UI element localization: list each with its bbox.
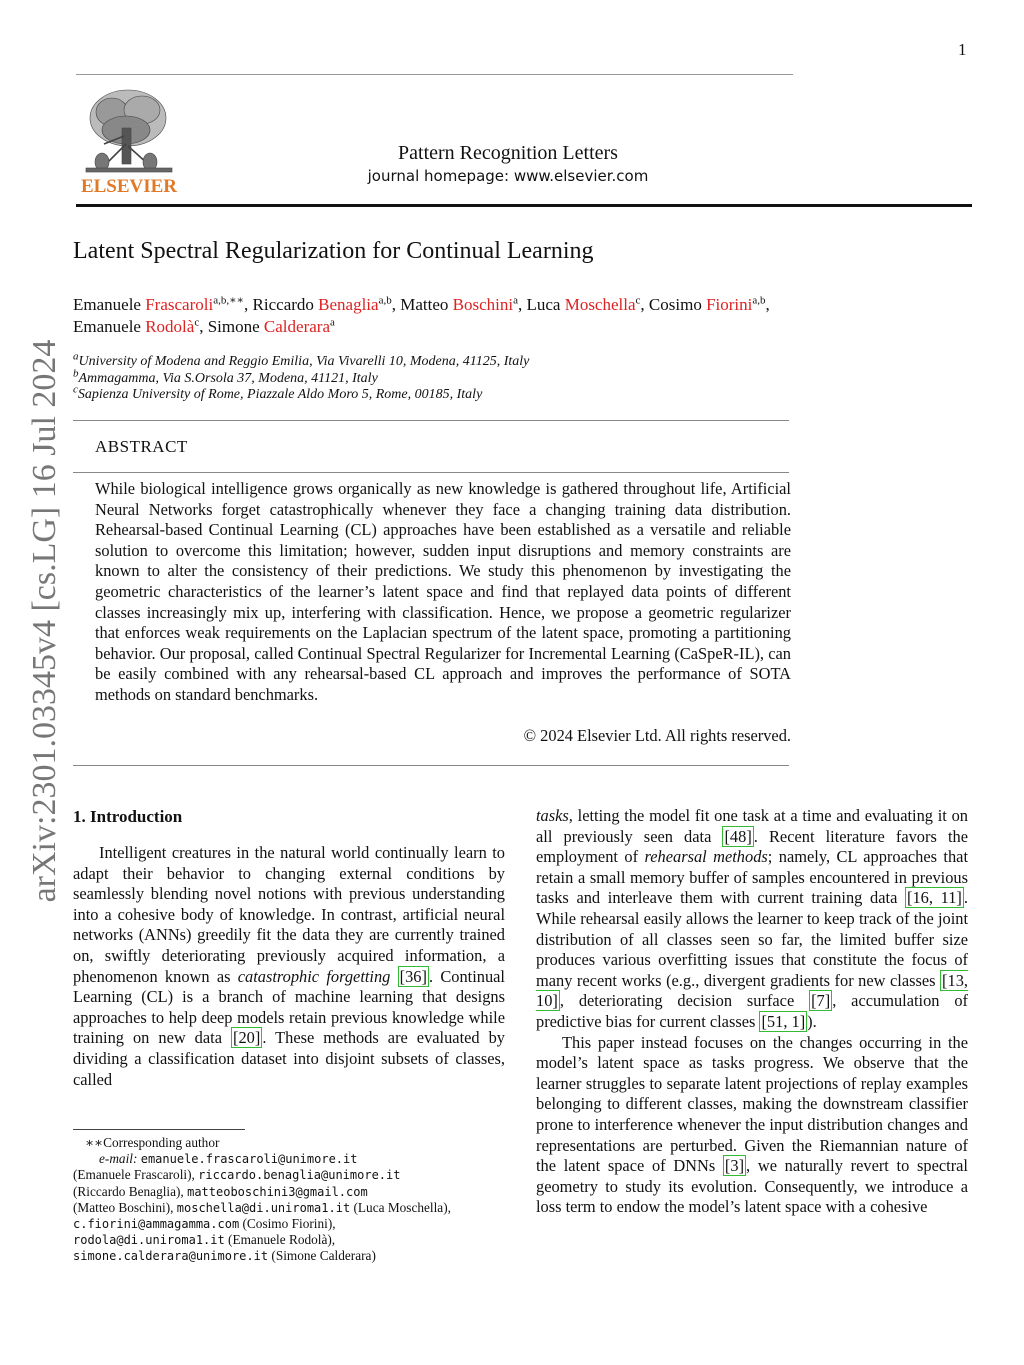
section-heading: 1. Introduction xyxy=(73,807,183,826)
email-link[interactable]: moschella@di.uniroma1.it xyxy=(176,1200,351,1215)
footnote-line: e-mail: emanuele.frascaroli@unimore.it xyxy=(99,1151,358,1167)
affiliation: $^c$Sapienza University of Rome, Piazzale Aldo Moro 5, Rome, 00185, Italy xyxy=(73,383,483,402)
footnote-line: (Riccardo Benaglia), matteoboschini3@gmail.com xyxy=(73,1183,368,1199)
author-list xyxy=(73,294,953,338)
author-surname-link[interactable]: Fiorini xyxy=(706,295,753,314)
author: Emanuele Frascaroli$^{a,b,∗∗}$, xyxy=(73,294,253,314)
affiliation: $^b$Ammagamma, Via S.Orsola 37, Modena, 41121, Italy xyxy=(73,366,378,386)
page-number: 1 xyxy=(958,40,967,59)
author: Riccardo Benaglia$^{a,b}$, xyxy=(252,294,401,314)
elsevier-tree-icon xyxy=(78,84,180,198)
paragraph: tasks, letting the model fit one task at a time and evaluating it on all previously seen data [48] . Recent literature favors the employment of rehearsal methods; namely, CL approaches that retain a small memory buffer of samples encountered in previous tasks and interleave them with current training data [16, 11] . While rehearsal easily allows the learner to keep track of the joint distribution of all classes seen so far, the limited buffer size produces various overfitting issues that constitute the focus of many recent works (e.g., divergent gradients for new classes [13, 10] , deteriorating decision surface [7] , accumulation of predictive bias for current classes [51, 1] ). xyxy=(536,806,968,1031)
footnote-line: (Emanuele Frascaroli), riccardo.benaglia@unimore.it xyxy=(73,1167,401,1183)
affiliations xyxy=(73,350,530,404)
citation-link[interactable]: [3] xyxy=(724,1156,745,1176)
citation-link[interactable]: [20] xyxy=(233,1028,261,1048)
footnote-line: c.fiorini@ammagamma.com (Cosimo Fiorini), xyxy=(73,1216,336,1232)
author: Matteo Boschini$^a$, xyxy=(400,294,527,314)
abstract-bottom-rule xyxy=(73,765,789,766)
author-surname-link[interactable]: Benaglia xyxy=(318,295,379,314)
author-surname-link[interactable]: Moschella xyxy=(564,295,636,314)
author: Luca Moschella$^c$, xyxy=(526,294,649,314)
header-top-rule xyxy=(76,74,793,75)
author-surname-link[interactable]: Rodolà xyxy=(145,317,195,336)
citation-link[interactable]: [48] xyxy=(724,826,752,846)
email-link[interactable]: c.fiorini@ammagamma.com xyxy=(73,1217,240,1232)
abstract-heading-rule xyxy=(73,472,789,473)
author-surname-link[interactable]: Boschini xyxy=(452,295,514,314)
email-link[interactable]: emanuele.frascaroli@unimore.it xyxy=(140,1152,358,1167)
author: Emanuele Rodolà$^c$, xyxy=(73,316,208,336)
footnote xyxy=(73,1135,513,1265)
copyright-notice: © 2024 Elsevier Ltd. All rights reserved. xyxy=(523,726,791,745)
paper-title: Latent Spectral Regularization for Continual Learning xyxy=(73,238,594,264)
email-link[interactable]: simone.calderara@unimore.it xyxy=(73,1249,269,1264)
elsevier-logo xyxy=(78,84,180,198)
abstract-top-rule xyxy=(73,420,789,421)
footnote-line: rodola@di.uniroma1.it (Emanuele Rodolà), xyxy=(73,1232,336,1248)
paragraph: Intelligent creatures in the natural world continually learn to adapt their behavior to changing external conditions by seamlessly blending novel notions with previous understanding into a cohesive body of knowledge. In contrast, artificial neural networks (ANNs) greedily fit the data they are currently trained on, swiftly deteriorating previously acquired information, a phenomenon known as catastrophic forgetting [36] . Continual Learning (CL) is a branch of machine learning that designs approaches to help deep models retain previous knowledge while training on new data [20] . These methods are evaluated by dividing a classification dataset into disjoint subsets of classes, called xyxy=(73,843,505,1089)
footnote-line: simone.calderara@unimore.it (Simone Calderara) xyxy=(73,1248,376,1264)
header-thick-rule xyxy=(76,204,972,207)
journal-homepage[interactable]: journal homepage: www.elsevier.com xyxy=(367,167,649,185)
author: Simone Calderara$^a$ xyxy=(207,316,335,336)
footnote-line: (Matteo Boschini), moschella@di.uniroma1.it (Luca Moschella), xyxy=(73,1199,451,1215)
citation-link[interactable]: [7] xyxy=(811,991,831,1011)
author-surname-link[interactable]: Calderara xyxy=(263,317,330,336)
email-link[interactable]: matteoboschini3@gmail.com xyxy=(187,1184,368,1199)
author-surname-link[interactable]: Frascaroli xyxy=(145,295,214,314)
author: Cosimo Fiorini$^{a,b}$, xyxy=(648,294,770,314)
citation-link[interactable]: [36] xyxy=(399,966,427,986)
abstract-text: While biological intelligence grows organically as new knowledge is gathered throughout life, Artificial Neural Networks forget catastrophically whenever they face a changing training data distribution. Rehearsal-based Continual Learning (CL) approaches have been established as a versatile and reliable solution to overcome this limitation; however, sudden input disruptions and memory constraints are known to alter the consistency of their predictions. We study this phenomenon by investigating the geometric characteristics of the learner’s latent space and find that replayed data points of different classes increasingly mix up, interfering with classification. Hence, we propose a geometric regularizer that enforces weak requirements on the Laplacian spectrum of the latent space, promoting a partitioning behavior. Our proposal, called Continual Spectral Regularizer for Incremental Learning (CaSpeR-IL), can be easily combined with any rehearsal-based CL approach and improves the performance of SOTA methods on standard benchmarks. xyxy=(95,479,791,704)
right-column xyxy=(536,806,968,1218)
journal-name: Pattern Recognition Letters xyxy=(398,142,618,164)
elsevier-wordmark: ELSEVIER xyxy=(80,176,178,197)
citation-link[interactable]: [13, 10] xyxy=(536,970,968,1011)
abstract-heading: ABSTRACT xyxy=(95,437,188,456)
email-link[interactable]: rodola@di.uniroma1.it xyxy=(73,1233,225,1248)
email-link[interactable]: riccardo.benaglia@unimore.it xyxy=(198,1168,401,1183)
left-column xyxy=(73,806,505,1090)
paragraph: This paper instead focuses on the changes occurring in the model’s latent space as tasks progress. We observe that the learner struggles to separate latent projections of replay examples belonging to different classes, making the downstream classifier prone to interference whenever the input distribution changes and representations are perturbed. Given the Riemannian nature of the latent space of DNNs [3] , we naturally revert to spectral geometry to study its evolution. Consequently, we introduce a loss term to endow the model’s latent space with a cohesive xyxy=(536,1032,968,1217)
footnote-rule xyxy=(73,1129,245,1130)
citation-link[interactable]: [51, 1] xyxy=(761,1011,806,1031)
arxiv-identifier[interactable]: arXiv:2301.03345v4 [cs.LG] 16 Jul 2024 xyxy=(26,339,63,903)
affiliation: $^a$University of Modena and Reggio Emilia, Via Vivarelli 10, Modena, 41125, Italy xyxy=(73,350,530,369)
corresponding-author-note: ∗∗Corresponding author xyxy=(85,1135,220,1150)
citation-link[interactable]: [16, 11] xyxy=(907,888,962,908)
